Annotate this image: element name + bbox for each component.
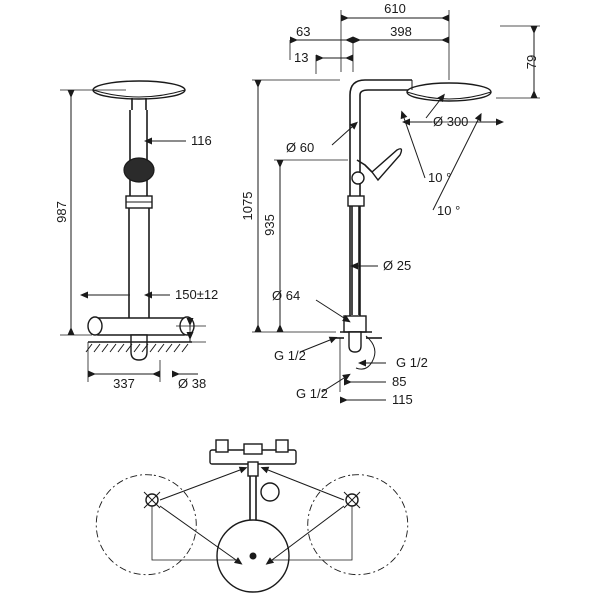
dim-398-label: 398 bbox=[390, 24, 412, 39]
front-elevation-view bbox=[240, 1, 540, 407]
dim-935-label: 935 bbox=[262, 214, 277, 236]
dim-13-label: 13 bbox=[294, 50, 309, 65]
dim-337-label: 337 bbox=[113, 376, 135, 391]
dim-1075-label: 1075 bbox=[240, 191, 255, 221]
dim-150-label: 150±12 bbox=[175, 287, 219, 302]
dim-dia300-label: Ø 300 bbox=[433, 114, 469, 129]
dim-116-label: 116 bbox=[191, 133, 212, 148]
label-g12-lower-left: G 1/2 bbox=[296, 386, 328, 401]
label-g12-right: G 1/2 bbox=[396, 355, 428, 370]
dim-38-label: Ø 38 bbox=[178, 376, 207, 391]
dim-63-label: 63 bbox=[296, 24, 311, 39]
dim-610-label: 610 bbox=[384, 1, 406, 16]
plan-top-view bbox=[96, 440, 407, 592]
dim-115-label: 115 bbox=[392, 392, 413, 407]
dim-dia25-label: Ø 25 bbox=[383, 258, 412, 273]
dim-dia60-label: Ø 60 bbox=[286, 140, 315, 155]
dim-angle-up-label: 10 ° bbox=[428, 170, 452, 185]
side-elevation-view bbox=[54, 81, 218, 391]
dim-angle-down-label: 10 ° bbox=[437, 203, 461, 218]
dim-85-label: 85 bbox=[392, 374, 407, 389]
dim-dia64-label: Ø 64 bbox=[272, 288, 301, 303]
dim-987-label: 987 bbox=[54, 201, 69, 223]
dim-79-label: 79 bbox=[524, 54, 539, 70]
label-g12-upper-left: G 1/2 bbox=[274, 348, 306, 363]
